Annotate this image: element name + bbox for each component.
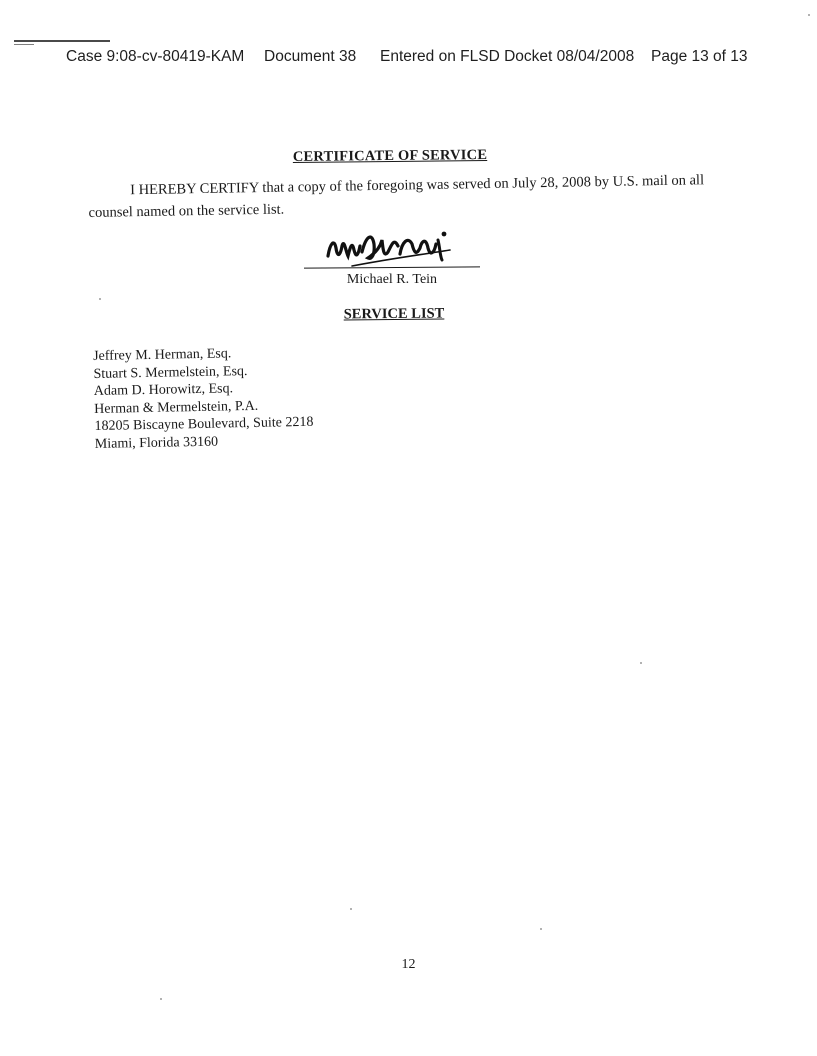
service-list-line: 18205 Biscayne Boulevard, Suite 2218 (94, 414, 314, 434)
scan-artifact-line-short (14, 44, 34, 45)
ecf-header-stamp (0, 48, 817, 68)
service-list-address (93, 341, 455, 453)
handwritten-signature (322, 226, 462, 270)
signer-name: Michael R. Tein (346, 272, 438, 287)
service-list-line: Herman & Mermelstein, P.A. (94, 398, 259, 417)
service-list-line: Stuart S. Mermelstein, Esq. (93, 363, 248, 382)
scan-speck (350, 908, 352, 910)
certificate-body (88, 169, 729, 224)
service-list-line: Miami, Florida 33160 (94, 434, 219, 452)
page-number: 12 (401, 957, 416, 972)
scan-speck (640, 662, 642, 664)
header-page-count: Page 13 of 13 (651, 48, 748, 65)
header-document-number: Document 38 (264, 48, 357, 65)
header-case-number: Case 9:08-cv-80419-KAM (66, 48, 245, 65)
scan-speck (540, 928, 542, 930)
certificate-title: CERTIFICATE OF SERVICE (292, 146, 488, 166)
service-list-line: Jeffrey M. Herman, Esq. (93, 346, 232, 364)
scan-speck (808, 14, 810, 16)
header-entered-date: Entered on FLSD Docket 08/04/2008 (380, 48, 635, 65)
service-list-title: SERVICE LIST (343, 305, 445, 323)
scan-speck (99, 298, 101, 300)
scan-artifact-line (14, 40, 110, 42)
scan-speck (160, 998, 162, 1000)
certificate-text: I HEREBY CERTIFY that a copy of the foregoing was served on July 28, 2008 by U.S. mail on all counsel named on the service list. (88, 172, 705, 221)
service-list-line: Adam D. Horowitz, Esq. (93, 381, 234, 399)
